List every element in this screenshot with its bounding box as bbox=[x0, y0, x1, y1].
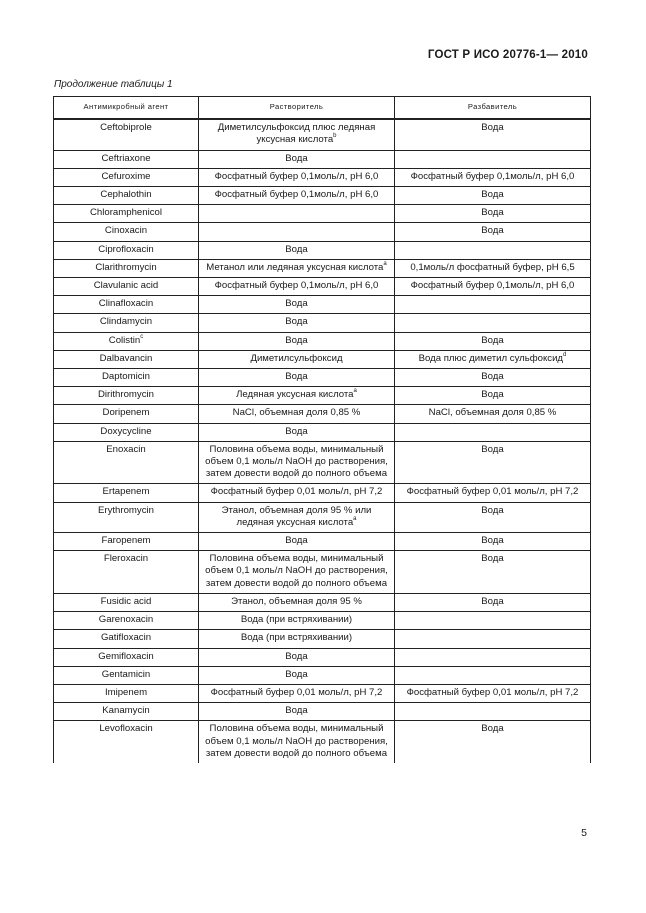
cell-agent-text: Cefuroxime bbox=[101, 170, 151, 182]
cell-solvent bbox=[199, 441, 395, 484]
table-row bbox=[54, 630, 591, 648]
cell-agent-text: Ciprofloxacin bbox=[98, 243, 154, 255]
cell-agent bbox=[54, 350, 199, 368]
cell-solvent-text: Вода bbox=[285, 334, 308, 346]
cell-agent-text: Imipenem bbox=[104, 686, 148, 698]
table-row bbox=[54, 703, 591, 721]
cell-solvent-text: Этанол, объемная доля 95 % или ледяная уксусная кислота bbox=[221, 504, 372, 528]
cell-solvent bbox=[199, 721, 395, 763]
table-row bbox=[54, 278, 591, 296]
table-row bbox=[54, 369, 591, 387]
table-row bbox=[54, 533, 591, 551]
table-row bbox=[54, 241, 591, 259]
cell-agent-text: Levofloxacin bbox=[99, 723, 153, 735]
cell-solvent-text: NaCl, объемная доля 0,85 % bbox=[232, 407, 361, 419]
cell-solvent bbox=[199, 612, 395, 630]
cell-solvent bbox=[199, 533, 395, 551]
cell-solvent-text: Вода (при встряхивании) bbox=[240, 614, 353, 626]
cell-agent bbox=[54, 666, 199, 684]
cell-diluent-text: Вода bbox=[481, 334, 504, 346]
cell-agent bbox=[54, 551, 199, 594]
table-row bbox=[54, 423, 591, 441]
cell-solvent bbox=[199, 187, 395, 205]
table-caption: Продолжение таблицы 1 bbox=[54, 79, 173, 90]
cell-agent-text: Cinoxacin bbox=[104, 225, 148, 237]
cell-diluent bbox=[395, 533, 591, 551]
cell-diluent bbox=[395, 296, 591, 314]
cell-diluent bbox=[395, 223, 591, 241]
cell-diluent bbox=[395, 630, 591, 648]
cell-solvent-text: Вода bbox=[285, 152, 308, 164]
cell-agent bbox=[54, 241, 199, 259]
cell-agent-text: Kanamycin bbox=[102, 705, 150, 717]
cell-agent bbox=[54, 405, 199, 423]
cell-agent-text: Chloramphenicol bbox=[90, 207, 162, 219]
table-row bbox=[54, 612, 591, 630]
cell-solvent bbox=[199, 369, 395, 387]
cell-solvent-text: Вода bbox=[285, 535, 308, 547]
cell-agent-text: Dirithromycin bbox=[98, 389, 154, 401]
cell-solvent bbox=[199, 150, 395, 168]
cell-solvent-text: Половина объема воды, минимальный объем 0,1 моль/л NaOH до растворения, затем довести водой до полного объема bbox=[205, 553, 388, 589]
cell-solvent-text: Фосфатный буфер 0,1моль/л, pH 6,0 bbox=[214, 170, 379, 182]
cell-agent bbox=[54, 168, 199, 186]
table-row bbox=[54, 314, 591, 332]
cell-diluent-text: 0,1моль/л фосфатный буфер, pH 6,5 bbox=[410, 261, 575, 273]
cell-solvent bbox=[199, 296, 395, 314]
cell-diluent bbox=[395, 551, 591, 594]
cell-diluent bbox=[395, 484, 591, 502]
cell-solvent-text: Ледяная уксусная кислота bbox=[236, 389, 354, 401]
cell-agent-text: Fleroxacin bbox=[103, 553, 149, 565]
cell-agent bbox=[54, 630, 199, 648]
cell-solvent-text: Фосфатный буфер 0,01 моль/л, pH 7,2 bbox=[210, 486, 383, 498]
cell-agent-text: Enoxacin bbox=[106, 443, 146, 455]
cell-solvent-text: Фосфатный буфер 0,1моль/л, pH 6,0 bbox=[214, 280, 379, 292]
cell-agent bbox=[54, 332, 199, 350]
cell-agent-text: Cephalothin bbox=[100, 189, 152, 201]
cell-diluent-text: Вода bbox=[481, 535, 504, 547]
cell-diluent bbox=[395, 666, 591, 684]
cell-solvent bbox=[199, 593, 395, 611]
cell-diluent-text: Вода bbox=[481, 443, 504, 455]
cell-solvent bbox=[199, 223, 395, 241]
table-row bbox=[54, 502, 591, 532]
cell-agent bbox=[54, 684, 199, 702]
cell-solvent bbox=[199, 332, 395, 350]
cell-diluent bbox=[395, 332, 591, 350]
cell-diluent bbox=[395, 369, 591, 387]
table-row bbox=[54, 350, 591, 368]
cell-diluent bbox=[395, 350, 591, 368]
cell-solvent-text: Половина объема воды, минимальный объем 0,1 моль/л NaOH до растворения, затем довести водой до полного объема bbox=[205, 443, 388, 480]
cell-agent-text: Gemifloxacin bbox=[98, 650, 154, 662]
cell-solvent bbox=[199, 423, 395, 441]
cell-diluent-text: Вода bbox=[481, 595, 504, 607]
table-row bbox=[54, 168, 591, 186]
table-row bbox=[54, 551, 591, 594]
cell-agent bbox=[54, 187, 199, 205]
cell-agent bbox=[54, 296, 199, 314]
cell-agent bbox=[54, 721, 199, 763]
cell-diluent-text: Вода bbox=[481, 723, 504, 735]
cell-solvent-text: Фосфатный буфер 0,01 моль/л, pH 7,2 bbox=[210, 686, 383, 698]
cell-solvent bbox=[199, 168, 395, 186]
cell-diluent-text: Вода bbox=[481, 225, 504, 237]
cell-agent bbox=[54, 703, 199, 721]
cell-solvent bbox=[199, 314, 395, 332]
cell-solvent-text: Вода bbox=[285, 371, 308, 383]
table-row bbox=[54, 187, 591, 205]
cell-agent-text: Colistin bbox=[108, 334, 141, 346]
cell-solvent-text: Вода bbox=[285, 316, 308, 328]
cell-agent bbox=[54, 369, 199, 387]
cell-agent bbox=[54, 648, 199, 666]
column-header-diluent: Разбавитель bbox=[395, 97, 591, 120]
cell-solvent bbox=[199, 259, 395, 277]
cell-solvent bbox=[199, 405, 395, 423]
table-row bbox=[54, 593, 591, 611]
cell-solvent-text: Метанол или ледяная уксусная кислота bbox=[206, 261, 384, 273]
cell-agent-text: Doxycycline bbox=[100, 425, 152, 437]
table-row bbox=[54, 223, 591, 241]
cell-solvent bbox=[199, 684, 395, 702]
table-row bbox=[54, 296, 591, 314]
cell-agent-text: Doripenem bbox=[102, 407, 150, 419]
cell-diluent bbox=[395, 241, 591, 259]
cell-diluent-text: NaCl, объемная доля 0,85 % bbox=[428, 407, 557, 419]
cell-solvent bbox=[199, 648, 395, 666]
cell-diluent bbox=[395, 441, 591, 484]
cell-agent-text: Dalbavancin bbox=[99, 352, 153, 364]
cell-solvent-text: Вода (при встряхивании) bbox=[240, 632, 353, 644]
cell-agent-text: Clavulanic acid bbox=[93, 280, 159, 292]
table-row bbox=[54, 648, 591, 666]
cell-agent bbox=[54, 259, 199, 277]
cell-solvent bbox=[199, 350, 395, 368]
cell-solvent bbox=[199, 278, 395, 296]
antimicrobial-table bbox=[53, 96, 591, 763]
table-row bbox=[54, 484, 591, 502]
cell-diluent-text: Вода bbox=[481, 371, 504, 383]
table-row bbox=[54, 259, 591, 277]
cell-diluent bbox=[395, 119, 591, 150]
cell-agent-text: Ceftriaxone bbox=[101, 152, 151, 164]
cell-diluent bbox=[395, 405, 591, 423]
table-body bbox=[54, 119, 591, 763]
cell-diluent bbox=[395, 168, 591, 186]
cell-diluent-text: Вода bbox=[481, 189, 504, 201]
cell-solvent bbox=[199, 387, 395, 405]
cell-agent bbox=[54, 484, 199, 502]
cell-solvent-text: Вода bbox=[285, 668, 308, 680]
cell-agent bbox=[54, 314, 199, 332]
cell-agent bbox=[54, 441, 199, 484]
cell-agent-text: Clinafloxacin bbox=[98, 298, 154, 310]
cell-diluent bbox=[395, 387, 591, 405]
cell-diluent-text: Вода плюс диметил сульфоксид bbox=[418, 352, 564, 364]
cell-diluent bbox=[395, 259, 591, 277]
cell-diluent bbox=[395, 278, 591, 296]
cell-solvent bbox=[199, 484, 395, 502]
cell-diluent bbox=[395, 150, 591, 168]
table-header-row bbox=[54, 97, 591, 120]
cell-agent-text: Gentamicin bbox=[101, 668, 151, 680]
table-row bbox=[54, 119, 591, 150]
table-row bbox=[54, 666, 591, 684]
document-code: ГОСТ Р ИСО 20776-1— 2010 bbox=[427, 49, 588, 61]
cell-solvent bbox=[199, 205, 395, 223]
cell-diluent-text: Вода bbox=[481, 389, 504, 401]
table-row bbox=[54, 387, 591, 405]
column-header-agent: Антимикробный агент bbox=[54, 97, 199, 120]
table-row bbox=[54, 441, 591, 484]
cell-agent-text: Clindamycin bbox=[99, 316, 153, 328]
cell-agent bbox=[54, 423, 199, 441]
table-row bbox=[54, 205, 591, 223]
cell-agent-text: Clarithromycin bbox=[95, 261, 157, 273]
cell-agent-text: Faropenem bbox=[101, 535, 151, 547]
footnote-marker: b bbox=[333, 133, 337, 140]
antimicrobial-table-container bbox=[53, 96, 590, 763]
footnote-marker: a bbox=[353, 515, 357, 522]
table-row bbox=[54, 721, 591, 763]
cell-agent bbox=[54, 205, 199, 223]
cell-diluent-text: Фосфатный буфер 0,01 моль/л, pH 7,2 bbox=[406, 486, 579, 498]
footnote-marker: a bbox=[353, 388, 357, 395]
cell-diluent bbox=[395, 187, 591, 205]
cell-solvent bbox=[199, 241, 395, 259]
table-row bbox=[54, 405, 591, 423]
cell-diluent bbox=[395, 502, 591, 532]
cell-solvent-text: Вода bbox=[285, 425, 308, 437]
cell-solvent bbox=[199, 630, 395, 648]
cell-agent-text: Erythromycin bbox=[98, 504, 154, 516]
cell-solvent-text: Этанол, объемная доля 95 % bbox=[231, 595, 362, 607]
cell-agent bbox=[54, 387, 199, 405]
cell-solvent-text: Диметилсульфоксид bbox=[250, 352, 343, 364]
footnote-marker: c bbox=[140, 333, 144, 340]
cell-diluent bbox=[395, 205, 591, 223]
cell-diluent bbox=[395, 684, 591, 702]
cell-solvent-text: Половина объема воды, минимальный объем 0,1 моль/л NaOH до растворения, затем довести водой до полного объема bbox=[205, 723, 388, 759]
cell-agent-text: Fusidic acid bbox=[100, 595, 152, 607]
cell-solvent bbox=[199, 502, 395, 532]
cell-diluent bbox=[395, 721, 591, 763]
table-row bbox=[54, 150, 591, 168]
cell-diluent bbox=[395, 612, 591, 630]
cell-solvent bbox=[199, 666, 395, 684]
cell-agent bbox=[54, 533, 199, 551]
cell-diluent-text: Вода bbox=[481, 207, 504, 219]
cell-agent-text: Gatifloxacin bbox=[100, 632, 152, 644]
cell-agent bbox=[54, 278, 199, 296]
table-row bbox=[54, 332, 591, 350]
cell-solvent-text: Вода bbox=[285, 650, 308, 662]
cell-solvent-text: Вода bbox=[285, 705, 308, 717]
cell-agent bbox=[54, 502, 199, 532]
cell-diluent bbox=[395, 423, 591, 441]
cell-diluent-text: Вода bbox=[481, 122, 504, 134]
cell-solvent-text: Вода bbox=[285, 298, 308, 310]
cell-agent-text: Garenoxacin bbox=[98, 614, 154, 626]
footnote-marker: a bbox=[383, 260, 387, 267]
page-number: 5 bbox=[581, 827, 587, 839]
table-row bbox=[54, 684, 591, 702]
cell-agent-text: Daptomicin bbox=[102, 371, 150, 383]
cell-diluent bbox=[395, 314, 591, 332]
cell-agent bbox=[54, 119, 199, 150]
cell-diluent bbox=[395, 648, 591, 666]
cell-diluent bbox=[395, 703, 591, 721]
cell-diluent-text: Вода bbox=[481, 504, 504, 516]
cell-diluent-text: Вода bbox=[481, 553, 504, 565]
cell-solvent bbox=[199, 703, 395, 721]
cell-solvent bbox=[199, 119, 395, 150]
cell-agent bbox=[54, 593, 199, 611]
cell-diluent bbox=[395, 593, 591, 611]
cell-diluent-text: Фосфатный буфер 0,1моль/л, pH 6,0 bbox=[410, 170, 575, 182]
footnote-marker: d bbox=[563, 351, 567, 358]
cell-agent bbox=[54, 150, 199, 168]
cell-solvent bbox=[199, 551, 395, 594]
cell-diluent-text: Фосфатный буфер 0,1моль/л, pH 6,0 bbox=[410, 280, 575, 292]
cell-agent-text: Ceftobiprole bbox=[100, 122, 152, 134]
cell-diluent-text: Фосфатный буфер 0,01 моль/л, pH 7,2 bbox=[406, 686, 579, 698]
cell-solvent-text: Фосфатный буфер 0,1моль/л, pH 6,0 bbox=[214, 189, 379, 201]
cell-agent bbox=[54, 612, 199, 630]
cell-agent-text: Ertapenem bbox=[102, 486, 150, 498]
cell-solvent-text: Вода bbox=[285, 243, 308, 255]
column-header-solvent: Растворитель bbox=[199, 97, 395, 120]
cell-solvent-text: Диметилсульфоксид плюс ледяная уксусная кислота bbox=[217, 122, 376, 146]
cell-agent bbox=[54, 223, 199, 241]
